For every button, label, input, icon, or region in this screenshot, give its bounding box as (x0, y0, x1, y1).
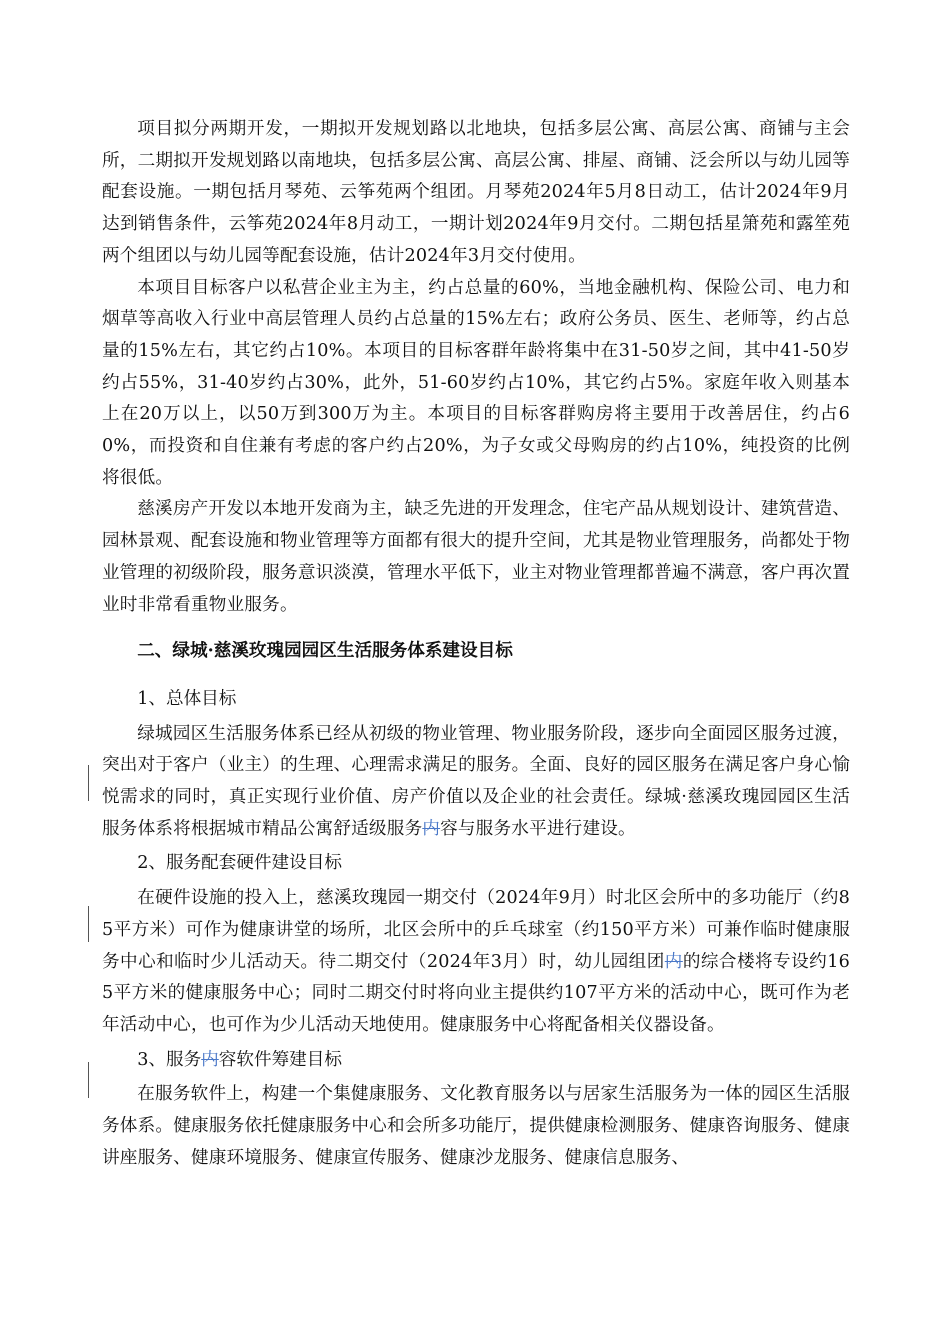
subheading-overall-goal: 1、总体目标 (137, 688, 237, 709)
subheading-hardware-goal: 2、服务配套硬件建设目标 (137, 853, 342, 874)
document-body (102, 114, 850, 1175)
text-run: 绿城园区生活服务体系已经从初级的物业管理、物业服务阶段，逐步向全面园区服务过渡，突出对于客户（业主）的生理、心理需求满足的服务。全面、良好的园区服务在满足客户身心愉悦需求的同时，真正实现行业价值、房产价值以及企业的社会责任。绿城·慈溪玫瑰园园区生活服务体系将根据城市精品公寓舒适级服务 (102, 723, 850, 839)
text-run: 3、服务 (137, 1049, 202, 1070)
paragraph-overall-goal (102, 719, 850, 846)
text-run: 容与服务水平进行建设。 (440, 818, 636, 839)
paragraph-local-market: 慈溪房产开发以本地开发商为主，缺乏先进的开发理念，住宅产品从规划设计、建筑营造、园林景观、配套设施和物业管理等方面都有很大的提升空间，尤其是物业管理服务，尚都处于物业管理的初级阶段，服务意识淡漠，管理水平低下，业主对物业管理都普遍不满意，客户再次置业时非常看重物业服务。 (102, 499, 850, 615)
text-run: 在硬件设施的投入上，慈溪玫瑰园一期交付（2024年9月）时北区会所中的多功能厅（约85平方米）可作为健康讲堂的场所，北区会所中的乒乓球室（约150平方米）可兼作临时健康服务中心和临时少儿活动天。待二期交付（2024年3月）时，幼儿园组团 (102, 888, 850, 972)
section-heading-2: 二、绿城·慈溪玫瑰园园区生活服务体系建设目标 (137, 640, 513, 662)
revision-change-bar (88, 1062, 89, 1098)
text-run: 容软件筹建目标 (218, 1049, 342, 1070)
revision-change-bar (88, 906, 89, 942)
revision-deleted-text: 内 (664, 951, 683, 972)
paragraph-target-customers: 本项目目标客户以私营企业主为主，约占总量的60%，当地金融机构、保险公司、电力和烟草等高收入行业中高层管理人员约占总量的15%左右；政府公务员、医生、老师等，约占总量的15%左右，其它约占10%。本项目的目标客群年龄将集中在31-50岁之间，其中41-50岁约占55%，31-40岁约占30%，此外，51-60岁约占10%，其它约占5%。家庭年收入则基本上在20万以上，以50万到300万为主。本项目的目标客群购房将主要用于改善居住，约占60%，而投资和自住兼有考虑的客户约占20%，为子女或父母购房的约占10%，纯投资的比例将很低。 (102, 277, 850, 488)
revision-deleted-text: 内 (201, 1049, 219, 1070)
subheading-software-goal (102, 1042, 850, 1080)
revision-deleted-text: 内 (422, 818, 441, 839)
paragraph-development-phases: 项目拟分两期开发，一期拟开发规划路以北地块，包括多层公寓、高层公寓、商铺与主会所，二期拟开发规划路以南地块，包括多层公寓、高层公寓、排屋、商铺、泛会所以与幼儿园等配套设施。一期包括月琴苑、云筝苑两个组团。月琴苑2024年5月8日动工，估计2024年9月达到销售条件，云筝苑2024年8月动工，一期计划2024年9月交付。二期包括星箫苑和露笙苑两个组团以与幼儿园等配套设施，估计2024年3月交付使用。 (102, 119, 850, 266)
revision-change-bar (88, 765, 89, 801)
paragraph-hardware-goal (102, 883, 850, 1042)
text-run: 的综合楼将专设约165平方米的健康服务中心；同时二期交付时将向业主提供约107平方米的活动中心，既可作为老年活动中心，也可作为少儿活动天地使用。健康服务中心将配备相关仪器设备。 (102, 951, 850, 1035)
paragraph-software-goal: 在服务软件上，构建一个集健康服务、文化教育服务以与居家生活服务为一体的园区生活服务体系。健康服务依托健康服务中心和会所多功能厅，提供健康检测服务、健康咨询服务、健康讲座服务、健康环境服务、健康宣传服务、健康沙龙服务、健康信息服务、 (102, 1084, 850, 1168)
